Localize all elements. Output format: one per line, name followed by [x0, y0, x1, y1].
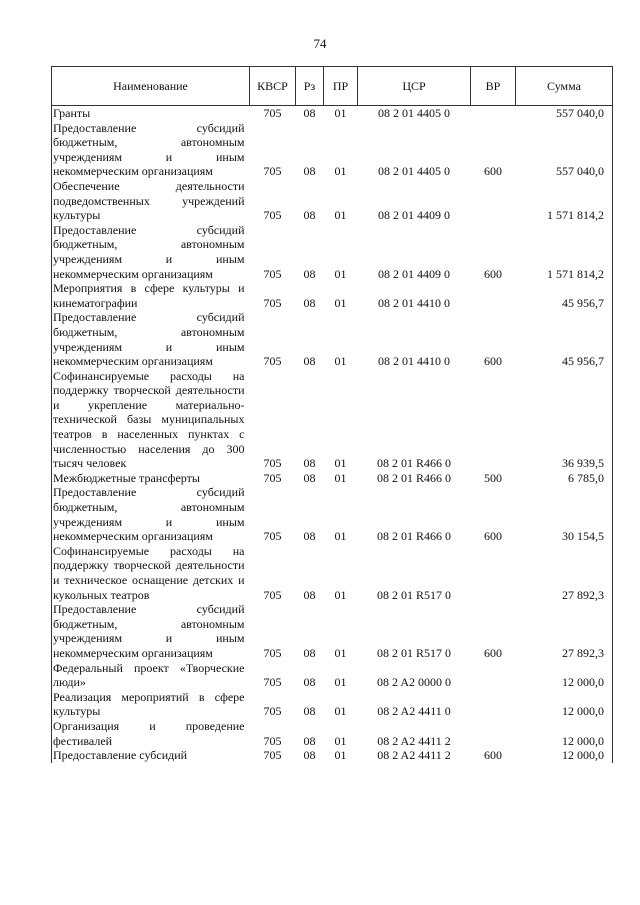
cell-name: Предоставление субсидий бюджетным, автономным учреждениям и иным некоммерческим организациям	[52, 223, 250, 281]
cell-rz: 08	[303, 295, 316, 310]
table-header-row	[52, 67, 613, 106]
cell-vr	[471, 719, 516, 748]
table-row	[52, 281, 613, 310]
cell-kvsr: 705	[263, 733, 282, 748]
cell-pr: 01	[334, 645, 347, 660]
header-pr: ПР	[324, 67, 358, 106]
cell-sum: 557 040,0	[516, 106, 613, 121]
cell-kvsr: 705	[263, 704, 282, 719]
cell-kvsr: 705	[263, 106, 282, 120]
header-sum: Сумма	[516, 67, 613, 106]
cell-kvsr: 705	[263, 164, 282, 179]
cell-sum: 30 154,5	[516, 485, 613, 543]
cell-rz: 08	[303, 470, 316, 485]
cell-name: Реализация мероприятий в сфере культуры	[52, 690, 250, 719]
cell-name: Предоставление субсидий бюджетным, автономным учреждениям и иным некоммерческим организациям	[52, 485, 250, 543]
cell-csr: 08 2 01 R517 0	[376, 645, 451, 660]
header-kvsr: КВСР	[250, 67, 296, 106]
cell-sum: 12 000,0	[516, 690, 613, 719]
table-row	[52, 310, 613, 368]
cell-name: Организация и проведение фестивалей	[52, 719, 250, 748]
cell-vr: 600	[484, 645, 502, 660]
cell-vr: 600	[484, 748, 502, 763]
cell-vr: 600	[484, 266, 502, 281]
cell-kvsr: 705	[263, 587, 282, 602]
cell-csr: 08 2 01 R517 0	[376, 587, 451, 602]
cell-rz: 08	[303, 164, 316, 179]
header-rz: Рз	[296, 67, 324, 106]
cell-vr	[471, 281, 516, 310]
cell-pr: 01	[334, 266, 347, 281]
cell-name: Предоставление субсидий бюджетным, автономным учреждениям и иным некоммерческим организациям	[52, 310, 250, 368]
cell-name: Предоставление субсидий	[52, 748, 250, 763]
cell-vr: 600	[484, 529, 502, 544]
cell-kvsr: 705	[263, 675, 282, 690]
cell-csr: 08 2 01 4409 0	[378, 266, 450, 281]
table-row	[52, 690, 613, 719]
table-row	[52, 106, 613, 121]
cell-sum: 12 000,0	[516, 719, 613, 748]
table-body	[52, 106, 613, 763]
table-row	[52, 179, 613, 223]
cell-name: Софинансируемые расходы на поддержку творческой деятельности и укрепление материально-технической базы муниципальных театров в населенных пунктах с численностью населения до 300 тысяч человек	[52, 369, 250, 471]
cell-name: Софинансируемые расходы на поддержку творческой деятельности и техническое оснащение детских и кукольных театров	[52, 544, 250, 602]
cell-csr: 08 2 01 4405 0	[378, 164, 450, 179]
cell-kvsr: 705	[263, 645, 282, 660]
cell-csr: 08 2 A2 0000 0	[376, 675, 451, 690]
cell-rz: 08	[303, 704, 316, 719]
cell-vr: 600	[484, 354, 502, 369]
cell-name: Федеральный проект «Творческие люди»	[52, 661, 250, 690]
cell-csr: 08 2 01 4409 0	[378, 208, 450, 223]
cell-sum: 557 040,0	[516, 121, 613, 179]
header-csr: ЦСР	[358, 67, 471, 106]
cell-vr: 500	[484, 470, 502, 485]
cell-pr: 01	[334, 208, 347, 223]
cell-csr: 08 2 A2 4411 0	[377, 704, 451, 719]
page-number: 74	[313, 36, 327, 51]
cell-sum: 12 000,0	[516, 748, 613, 763]
header-name: Наименование	[52, 67, 250, 106]
cell-sum: 27 892,3	[516, 544, 613, 602]
cell-csr: 08 2 01 4405 0	[378, 106, 450, 120]
cell-pr: 01	[334, 164, 347, 179]
cell-vr	[471, 106, 516, 121]
cell-csr: 08 2 A2 4411 2	[377, 748, 451, 763]
cell-name: Предоставление субсидий бюджетным, автономным учреждениям и иным некоммерческим организациям	[52, 602, 250, 660]
cell-kvsr: 705	[263, 456, 282, 471]
cell-sum: 45 956,7	[516, 310, 613, 368]
cell-rz: 08	[303, 733, 316, 748]
header-vr: ВР	[471, 67, 516, 106]
cell-vr	[471, 690, 516, 719]
cell-rz: 08	[303, 748, 316, 763]
cell-csr: 08 2 01 R466 0	[376, 470, 451, 485]
cell-rz: 08	[303, 456, 316, 471]
cell-name: Межбюджетные трансферты	[52, 471, 250, 486]
cell-pr: 01	[334, 106, 347, 120]
cell-rz: 08	[303, 354, 316, 369]
cell-pr: 01	[334, 470, 347, 485]
table-row	[52, 485, 613, 543]
cell-csr: 08 2 A2 4411 2	[377, 733, 451, 748]
cell-rz: 08	[303, 587, 316, 602]
cell-csr: 08 2 01 4410 0	[378, 354, 450, 369]
cell-pr: 01	[334, 675, 347, 690]
cell-csr: 08 2 01 R466 0	[376, 456, 451, 471]
cell-rz: 08	[303, 106, 316, 120]
cell-pr: 01	[334, 748, 347, 763]
cell-pr: 01	[334, 529, 347, 544]
cell-sum: 1 571 814,2	[516, 223, 613, 281]
cell-rz: 08	[303, 645, 316, 660]
cell-vr: 600	[484, 164, 502, 179]
cell-csr: 08 2 01 4410 0	[378, 295, 450, 310]
cell-name: Обеспечение деятельности подведомственных учреждений культуры	[52, 179, 250, 223]
cell-csr: 08 2 01 R466 0	[376, 529, 451, 544]
table-row	[52, 223, 613, 281]
cell-pr: 01	[334, 587, 347, 602]
cell-kvsr: 705	[263, 208, 282, 223]
table-row	[52, 471, 613, 486]
cell-kvsr: 705	[263, 529, 282, 544]
cell-sum: 36 939,5	[516, 369, 613, 471]
budget-table	[51, 66, 613, 763]
cell-kvsr: 705	[263, 470, 282, 485]
table-row	[52, 121, 613, 179]
cell-kvsr: 705	[263, 354, 282, 369]
cell-vr	[471, 661, 516, 690]
cell-rz: 08	[303, 529, 316, 544]
table-row	[52, 369, 613, 471]
cell-name: Мероприятия в сфере культуры и кинематографии	[52, 281, 250, 310]
table-row	[52, 748, 613, 763]
cell-rz: 08	[303, 266, 316, 281]
cell-rz: 08	[303, 675, 316, 690]
cell-sum: 45 956,7	[516, 281, 613, 310]
cell-pr: 01	[334, 295, 347, 310]
cell-vr	[471, 544, 516, 602]
cell-vr	[471, 179, 516, 223]
cell-name: Гранты	[52, 106, 250, 121]
table-row	[52, 719, 613, 748]
cell-sum: 12 000,0	[516, 661, 613, 690]
cell-kvsr: 705	[263, 748, 282, 763]
cell-pr: 01	[334, 704, 347, 719]
cell-kvsr: 705	[263, 266, 282, 281]
table-row	[52, 544, 613, 602]
cell-kvsr: 705	[263, 295, 282, 310]
cell-name: Предоставление субсидий бюджетным, автономным учреждениям и иным некоммерческим организациям	[52, 121, 250, 179]
cell-pr: 01	[334, 456, 347, 471]
cell-pr: 01	[334, 354, 347, 369]
cell-sum: 6 785,0	[516, 471, 613, 486]
table-row	[52, 661, 613, 690]
table-row	[52, 602, 613, 660]
cell-rz: 08	[303, 208, 316, 223]
cell-sum: 1 571 814,2	[516, 179, 613, 223]
cell-sum: 27 892,3	[516, 602, 613, 660]
cell-vr	[471, 369, 516, 471]
cell-pr: 01	[334, 733, 347, 748]
